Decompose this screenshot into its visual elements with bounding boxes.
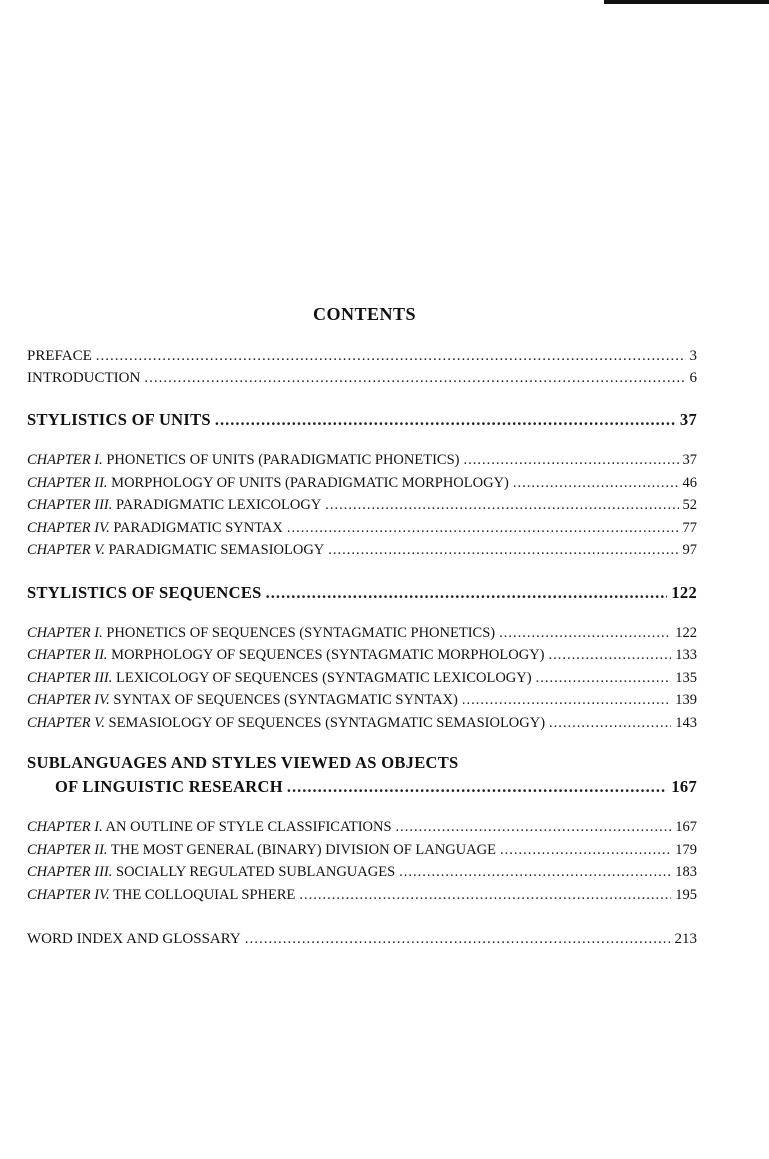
chapter-number: CHAPTER I. <box>27 452 103 468</box>
leader-dots <box>513 472 679 495</box>
chapter-title: THE MOST GENERAL (BINARY) DIVISION OF LANGUAGE <box>110 841 496 858</box>
chapter-title: LEXICOLOGY OF SEQUENCES (SYNTAGMATIC LEXICOLOGY) <box>116 669 532 686</box>
chapter-title: SYNTAX OF SEQUENCES (SYNTAGMATIC SYNTAX) <box>113 692 458 708</box>
leader-dots <box>463 449 678 472</box>
chapter-number: CHAPTER II. <box>27 841 108 858</box>
toc-entry-label: WORD INDEX AND GLOSSARY <box>27 931 241 947</box>
toc-entry-introduction[interactable] <box>27 367 697 389</box>
toc-chapter[interactable] <box>27 861 697 884</box>
toc-section-label: SUBLANGUAGES AND STYLES VIEWED AS OBJECTS <box>27 753 459 772</box>
chapter-number: CHAPTER IV. <box>27 519 110 536</box>
leader-dots <box>287 517 679 540</box>
chapter-title: AN OUTLINE OF STYLE CLASSIFICATIONS <box>105 819 392 835</box>
chapter-title: PARADIGMATIC SEMASIOLOGY <box>108 542 325 558</box>
toc-page-number: 139 <box>675 692 697 708</box>
leader-dots <box>287 775 667 799</box>
toc-chapter[interactable] <box>27 712 697 735</box>
toc-page-number: 46 <box>682 474 697 491</box>
toc-chapter[interactable] <box>27 472 697 495</box>
leader-dots <box>266 581 668 605</box>
leader-dots <box>462 689 671 712</box>
chapter-title: PARADIGMATIC LEXICOLOGY <box>116 497 322 513</box>
leader-dots <box>299 884 671 907</box>
table-of-contents <box>27 345 697 950</box>
top-rule <box>604 0 769 4</box>
toc-section-label-cont: OF LINGUISTIC RESEARCH <box>55 777 283 796</box>
leader-dots <box>96 345 686 367</box>
chapter-number: CHAPTER V. <box>27 542 105 558</box>
toc-page-number: 6 <box>689 370 697 386</box>
leader-dots <box>549 644 672 667</box>
leader-dots <box>536 667 672 690</box>
toc-chapter[interactable] <box>27 689 697 712</box>
chapter-title: THE COLLOQUIAL SPHERE <box>113 886 296 903</box>
toc-page-number: 179 <box>675 841 697 858</box>
toc-page-number: 37 <box>682 452 697 468</box>
toc-page-number: 3 <box>689 348 697 364</box>
toc-section-stylistics-of-sequences[interactable] <box>27 581 697 605</box>
chapter-title: SEMASIOLOGY OF SEQUENCES (SYNTAGMATIC SEMASIOLOGY) <box>108 714 546 731</box>
toc-chapter[interactable] <box>27 839 697 862</box>
leader-dots <box>499 622 671 645</box>
toc-page-number: 122 <box>675 624 697 641</box>
toc-page-number: 195 <box>675 886 697 903</box>
toc-entry-preface[interactable] <box>27 345 697 367</box>
toc-page-number: 183 <box>675 864 697 880</box>
chapter-title: SOCIALLY REGULATED SUBLANGUAGES <box>116 864 396 880</box>
chapter-number: CHAPTER II. <box>27 647 108 663</box>
chapter-number: CHAPTER V. <box>27 714 105 731</box>
toc-page-number: 52 <box>682 497 697 513</box>
toc-chapter[interactable] <box>27 494 697 517</box>
chapter-number: CHAPTER IV. <box>27 692 110 708</box>
toc-page-number: 143 <box>675 714 697 731</box>
toc-page-number: 37 <box>679 410 697 429</box>
leader-dots <box>325 494 678 517</box>
leader-dots <box>396 816 672 839</box>
toc-chapter[interactable] <box>27 644 697 667</box>
chapter-number: CHAPTER I. <box>27 624 103 641</box>
chapter-title: PARADIGMATIC SYNTAX <box>113 519 283 536</box>
toc-page-number: 77 <box>682 519 697 536</box>
leader-dots <box>328 539 678 562</box>
toc-chapter[interactable] <box>27 539 697 562</box>
toc-entry-label: PREFACE <box>27 348 92 364</box>
toc-section-label: STYLISTICS OF SEQUENCES <box>27 582 262 602</box>
chapter-number: CHAPTER II. <box>27 474 108 491</box>
page-title: CONTENTS <box>312 304 417 324</box>
toc-chapter[interactable] <box>27 622 697 645</box>
chapter-title: PHONETICS OF UNITS (PARADIGMATIC PHONETICS) <box>106 452 460 468</box>
toc-page-number: 97 <box>682 542 697 558</box>
toc-page-number: 133 <box>675 647 697 663</box>
toc-chapter[interactable] <box>27 449 697 472</box>
leader-dots <box>500 839 671 862</box>
toc-section-stylistics-of-units[interactable] <box>27 408 697 432</box>
chapter-number: CHAPTER III. <box>27 497 113 513</box>
chapter-number: CHAPTER IV. <box>27 886 110 903</box>
toc-page-number: 135 <box>675 669 697 686</box>
toc-page-number: 122 <box>671 582 697 602</box>
toc-page-number: 167 <box>675 819 697 835</box>
toc-chapter[interactable] <box>27 884 697 907</box>
leader-dots <box>549 712 671 735</box>
leader-dots <box>245 928 671 950</box>
chapter-title: MORPHOLOGY OF UNITS (PARADIGMATIC MORPHOLOGY) <box>111 474 509 491</box>
chapter-title: MORPHOLOGY OF SEQUENCES (SYNTAGMATIC MORPHOLOGY) <box>111 647 545 663</box>
toc-entry-label: INTRODUCTION <box>27 370 141 386</box>
toc-page-number: 167 <box>671 777 697 796</box>
chapter-number: CHAPTER I. <box>27 819 103 835</box>
toc-section-label: STYLISTICS OF UNITS <box>27 410 211 429</box>
leader-dots <box>144 367 685 389</box>
chapter-number: CHAPTER III. <box>27 864 113 880</box>
leader-dots <box>215 408 676 432</box>
toc-page-number: 213 <box>674 931 697 947</box>
leader-dots <box>399 861 671 884</box>
toc-section-sublanguages[interactable] <box>27 751 697 799</box>
toc-chapter[interactable] <box>27 816 697 839</box>
chapter-number: CHAPTER III. <box>27 669 113 686</box>
toc-chapter[interactable] <box>27 517 697 540</box>
toc-chapter[interactable] <box>27 667 697 690</box>
chapter-title: PHONETICS OF SEQUENCES (SYNTAGMATIC PHONETICS) <box>106 624 496 641</box>
toc-entry-word-index[interactable] <box>27 928 697 950</box>
